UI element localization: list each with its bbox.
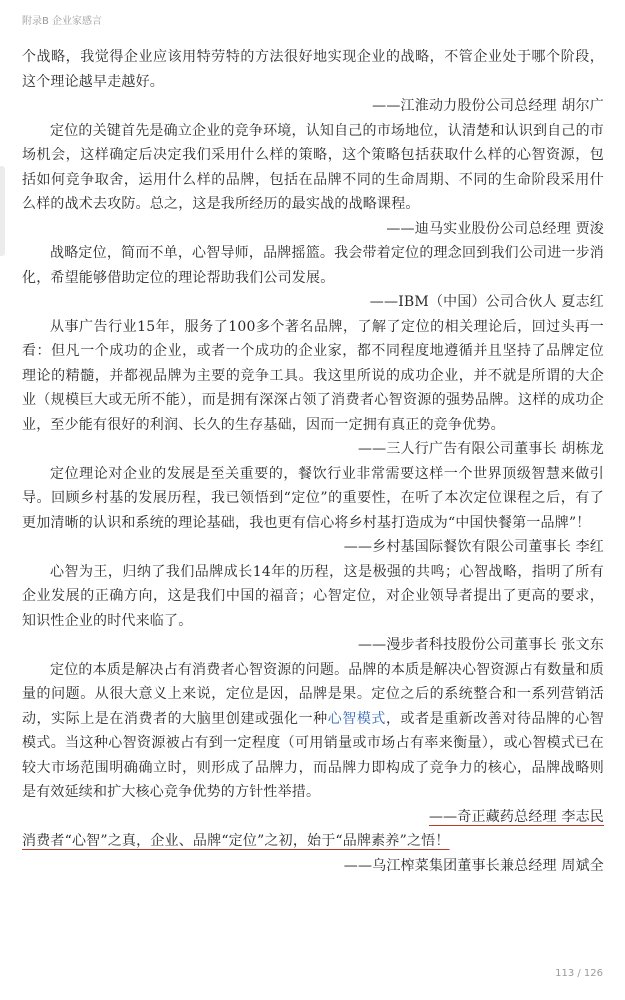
quote-paragraph <box>22 462 604 536</box>
quote-attribution <box>22 633 604 658</box>
quote-paragraph <box>22 45 604 94</box>
page-indicator: 113 / 126 <box>555 968 603 979</box>
quote-text: 定位理论对企业的发展是至关重要的，餐饮行业非常需要这样一个世界顶级智慧来做引导。回顾乡村基的发展历程，我已领悟到“定位”的重要性，在听了本次定位课程之后，有了更加清晰的认识和系统的理论基础，我也更有信心将乡村基打造成为“中国快餐第一品牌”！ <box>22 465 604 531</box>
attribution-text: ——漫步者科技股份公司董事长 张文东 <box>357 637 604 653</box>
side-panel-handle[interactable] <box>0 166 5 256</box>
quote-text: 从事广告行业15年，服务了100多个著名品牌，了解了定位的相关理论后，回过头再一看：但凡一个成功的企业，或者一个成功的企业家，都不同程度地遵循并且坚持了品牌定位理论的精髓，并都视品牌为主要的竞争工具。我这里所说的成功企业，并不就是所谓的大企业（规模巨大或无所不能），而是拥有深深占领了消费者心智资源的强势品牌。这样的成功企业，至少能有很好的利润、长久的生存基础，因而一定拥有真正的竞争优势。 <box>22 318 604 433</box>
page-body <box>22 45 604 878</box>
quote-text: ，或者是重新改善对待品牌的心智模式。当这种心智资源被占有到一定程度（可用销量或市场占有率来衡量），或心智模式已在较大市场范围明确确立时，则形成了品牌力，而品牌力即构成了竞争力的核心，品牌战略则是有效延续和扩大核心竞争优势的方针性举措。 <box>22 710 604 800</box>
quote-paragraph <box>22 560 604 634</box>
quote-text: 定位的本质是解决占有消费者心智资源的问题。品牌的本质是解决心智资源占有数量和质量的问题。从很大意义上来说，定位是因，品牌是果。定位之后的系统整合和一系列营销活动，实际上是在消费者的大脑里创建或强化一种 <box>22 661 604 727</box>
quote-paragraph <box>22 119 604 217</box>
quote-paragraph <box>22 829 604 854</box>
running-header: 附录B 企业家感言 <box>22 16 103 27</box>
attribution-text: ——乌江榨菜集团董事长兼总经理 周斌全 <box>343 857 604 874</box>
attribution-text: ——三人行广告有限公司董事长 胡栋龙 <box>357 441 604 457</box>
attribution-text: ——奇正藏药总经理 李志民 <box>428 808 604 825</box>
attribution-text: ——江淮动力股份公司总经理 胡尔广 <box>372 98 604 114</box>
quote-attribution <box>22 535 604 560</box>
quote-attribution <box>22 805 604 830</box>
quote-paragraph <box>22 658 604 805</box>
attribution-text: ——乡村基国际餐饮有限公司董事长 李红 <box>343 539 604 555</box>
quote-text: 定位的关键首先是确立企业的竞争环境，认知自己的市场地位，认清楚和认识到自己的市场机会，这样确定后决定我们采用什么样的策略，这个策略包括获取什么样的心智资源，包括如何竞争取舍，运用什么样的品牌，包括在品牌不同的生命周期、不同的生命阶段采用什么样的战术去攻防。总之，这是我所经历的最实战的战略课程。 <box>22 122 604 212</box>
quote-attribution <box>22 94 604 119</box>
attribution-text: ——IBM（中国）公司合伙人 夏志红 <box>369 294 604 310</box>
quote-text: 战略定位，简而不单，心智导师，品牌摇篮。我会带着定位的理念回到我们公司进一步消化，希望能够借助定位的理论帮助我们公司发展。 <box>22 245 604 286</box>
quote-attribution <box>22 854 604 879</box>
attribution-text: ——迪马实业股份公司总经理 贾浚 <box>386 220 604 237</box>
glossary-link[interactable]: 心智模式 <box>327 710 386 727</box>
quote-paragraph <box>22 241 604 290</box>
quote-text: 心智为王，归纳了我们品牌成长14年的历程，这是极强的共鸣；心智战略，指明了所有企业发展的正确方向，这是我们中国的福音；心智定位，对企业领导者提出了更高的要求，知识性企业的时代来临了。 <box>22 563 604 629</box>
quote-attribution <box>22 437 604 462</box>
quote-text: 消费者“心智”之真，企业、品牌“定位”之初，始于“品牌素养”之悟！ <box>22 833 450 849</box>
quote-paragraph <box>22 315 604 438</box>
quote-text: 个战略，我觉得企业应该用特劳特的方法很好地实现企业的战略，不管企业处于哪个阶段，这个理论越早走越好。 <box>22 49 604 90</box>
quote-attribution <box>22 217 604 242</box>
quote-attribution <box>22 290 604 315</box>
